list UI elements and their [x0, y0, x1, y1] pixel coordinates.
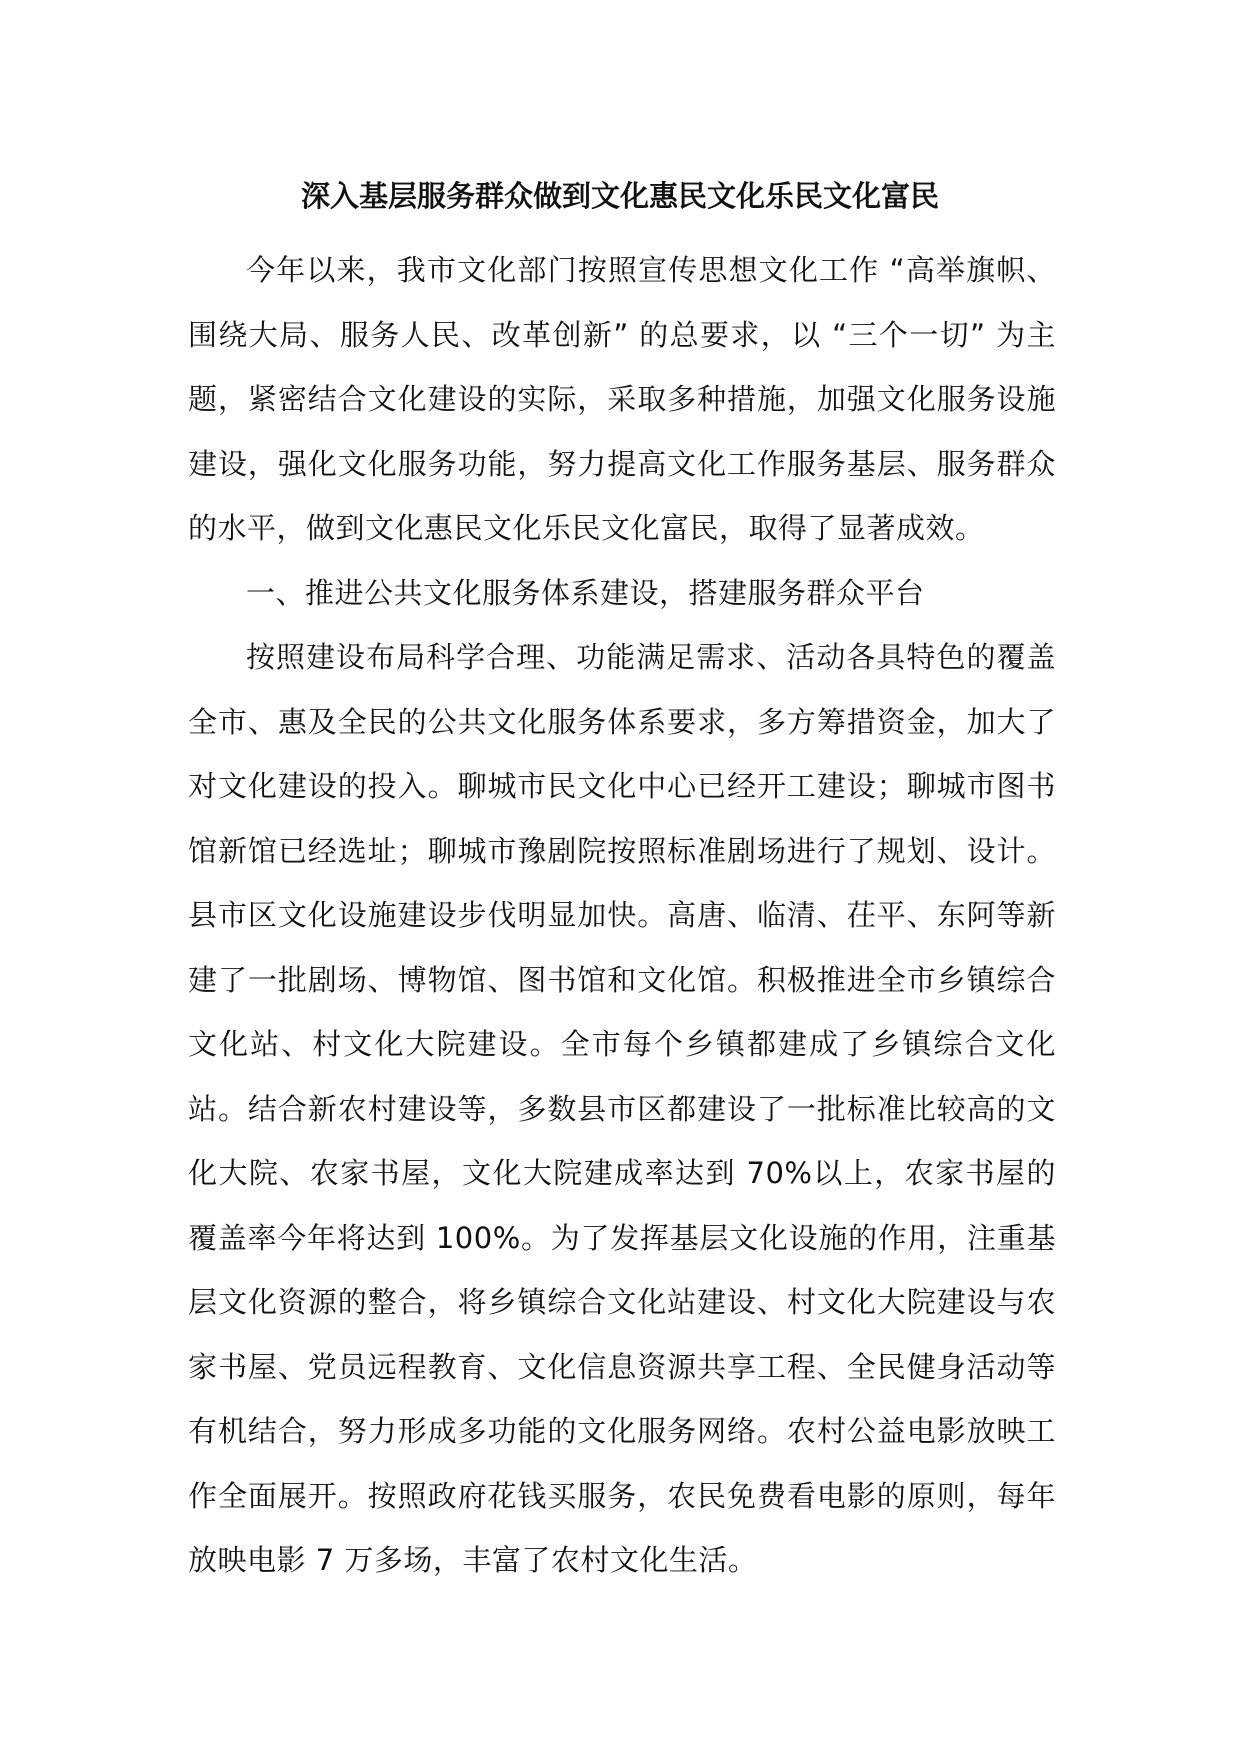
intro-paragraph: 今年以来，我市文化部门按照宣传思想文化工作 “高举旗帜、围绕大局、服务人民、改革创新” 的总要求，以 “三个一切” 为主题，紧密结合文化建设的实际，采取多种措施，加强文化服务设施建设，强化文化服务功能，努力提高文化工作服务基层、服务群众的水平，做到文化惠民文化乐民文化富民，取得了显著成效。 [188, 253, 1056, 545]
body-paragraph: 按照建设布局科学合理、功能满足需求、活动各具特色的覆盖全市、惠及全民的公共文化服务体系要求，多方筹措资金，加大了对文化建设的投入。聊城市民文化中心已经开工建设；聊城市图书馆新馆已经选址；聊城市豫剧院按照标准剧场进行了规划、设计。县市区文化设施建设步伐明显加快。高唐、临清、茌平、东阿等新建了一批剧场、博物馆、图书馆和文化馆。积极推进全市乡镇综合文化站、村文化大院建设。全市每个乡镇都建成了乡镇综合文化站。结合新农村建设等，多数县市区都建设了一批标准比较高的文化大院、农家书屋，文化大院建成率达到 70%以上，农家书屋的覆盖率今年将达到 100%。为了发挥基层文化设施的作用，注重基层文化资源的整合，将乡镇综合文化站建设、村文化大院建设与农家书屋、党员远程教育、文化信息资源共享工程、全民健身活动等有机结合，努力形成多功能的文化服务网络。农村公益电影放映工作全面展开。按照政府花钱买服务，农民免费看电影的原则，每年放映电影 7 万多场，丰富了农村文化生活。 [188, 640, 1056, 1577]
document-body [188, 238, 1056, 1593]
section-heading: 一、推进公共文化服务体系建设，搭建服务群众平台 [246, 575, 925, 610]
document-title: 深入基层服务群众做到文化惠民文化乐民文化富民 [300, 179, 939, 213]
